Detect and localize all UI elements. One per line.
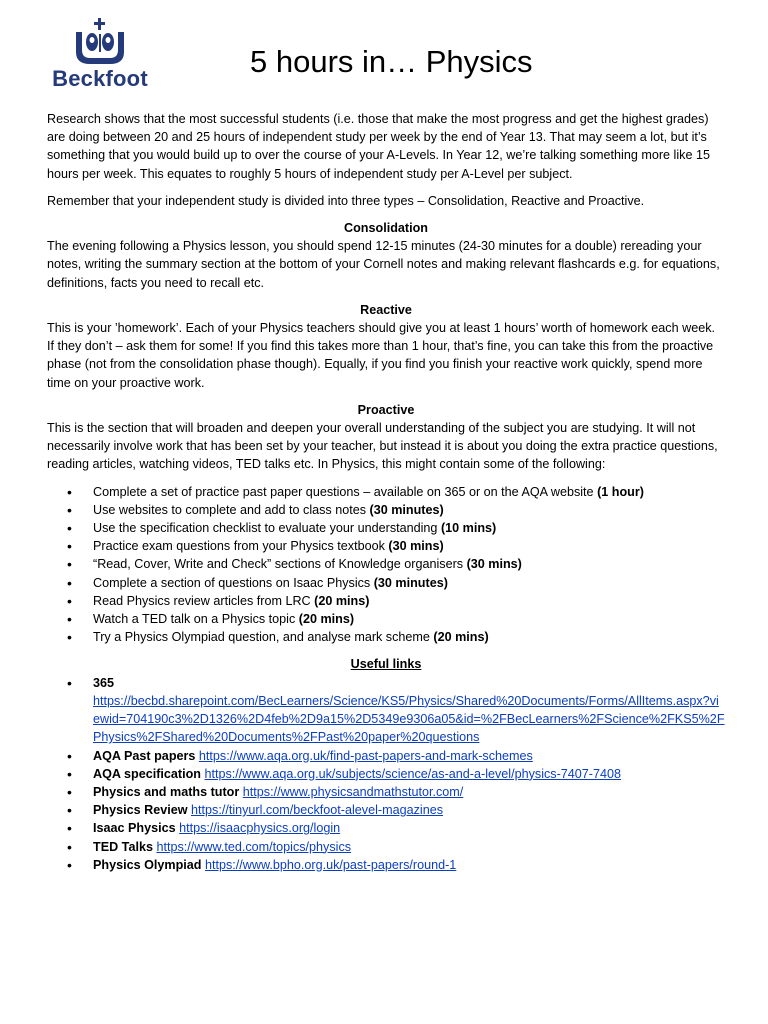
list-item: • Complete a section of questions on Isaac Physics (30 minutes) [47, 574, 725, 592]
link-label: TED Talks [93, 839, 153, 854]
link-item-physics-review [47, 801, 725, 819]
link-label: Physics and maths tutor [93, 784, 240, 799]
link-aqa-specification[interactable]: https://www.aqa.org.uk/subjects/science/as-and-a-level/physics-7407-7408 [204, 766, 622, 781]
list-item: • Practice exam questions from your Physics textbook (30 mins) [47, 537, 725, 555]
useful-links-heading: Useful links [350, 657, 422, 672]
logo-text: Beckfoot [52, 66, 148, 91]
section-heading-consolidation: Consolidation [344, 221, 428, 236]
list-item: • “Read, Cover, Write and Check” sections of Knowledge organisers (30 mins) [47, 555, 725, 573]
link-label: Isaac Physics [93, 821, 176, 836]
list-item: • Complete a set of practice past paper questions – available on 365 or on the AQA website (1 hour) [47, 483, 725, 501]
intro-paragraph: Remember that your independent study is divided into three types – Consolidation, Reactive and Proactive. [47, 193, 645, 208]
link-physics-olympiad[interactable]: https://www.bpho.org.uk/past-papers/round-1 [205, 857, 457, 872]
section-text-reactive: This is your ’homework’. Each of your Physics teachers should give you at least 1 hours’ worth of homework each week. If they don’t – ask them for some! If you find this takes more than 1 hour, that’s fine, you can take this from the proactive phase (not from the consolidation phase though). Equally, if you find you finish your reactive work quickly, spend more time on your proactive work. [47, 321, 716, 390]
link-label: AQA Past papers [93, 748, 196, 763]
beckfoot-crest-icon [70, 16, 130, 66]
list-item: • Watch a TED talk on a Physics topic (20 mins) [47, 610, 725, 628]
section-text-proactive: This is the section that will broaden and deepen your overall understanding of the subject you are studying. It will not necessarily involve work that has been set by your teacher, but instead it is about you doing the extra practice questions, reading articles, watching videos, TED talks etc. In Physics, this might contain some of the following: [47, 421, 718, 472]
link-item-aqa-past-papers [47, 747, 725, 765]
intro-paragraph: Research shows that the most successful students (i.e. those that make the most progress and get the highest grades) are doing between 20 and 25 hours of independent study per week by the end of Year 13. That may seem a lot, but it’s something that you would build up to over the course of your A-Levels. In Year 12, we’re talking something more like 15 hours per week. This equates to roughly 5 hours of independent study per A-Level per subject. [47, 112, 710, 181]
section-text-consolidation: The evening following a Physics lesson, you should spend 12-15 minutes (24-30 minutes for a double) rereading your notes, writing the summary section at the bottom of your Cornell notes and making relevant flashcards e.g. for equations, definitions, facts you need to recall etc. [47, 239, 720, 290]
link-aqa-past-papers[interactable]: https://www.aqa.org.uk/find-past-papers-and-mark-schemes [198, 748, 533, 763]
link-item-physics-maths-tutor [47, 783, 725, 801]
link-label: Physics Olympiad [93, 857, 202, 872]
list-item: • Use websites to complete and add to class notes (30 minutes) [47, 501, 725, 519]
link-label: 365 [93, 675, 115, 690]
useful-links-list [47, 674, 725, 874]
list-item: • Read Physics review articles from LRC (20 mins) [47, 592, 725, 610]
link-item-physics-olympiad [47, 856, 725, 874]
section-heading-reactive: Reactive [360, 302, 412, 317]
proactive-list [47, 483, 725, 647]
link-label: AQA specification [93, 766, 201, 781]
section-heading-proactive: Proactive [357, 402, 415, 417]
document-body [47, 110, 725, 883]
link-physics-maths-tutor[interactable]: https://www.physicsandmathstutor.com/ [242, 784, 464, 799]
link-item-aqa-specification [47, 765, 725, 783]
link-label: Physics Review [93, 803, 188, 818]
link-ted-talks[interactable]: https://www.ted.com/topics/physics [156, 839, 352, 854]
link-isaac-physics[interactable]: https://isaacphysics.org/login [179, 821, 341, 836]
page-title: 5 hours in… Physics [250, 44, 533, 79]
list-item: • Try a Physics Olympiad question, and analyse mark scheme (20 mins) [47, 628, 725, 646]
list-item: • Use the specification checklist to evaluate your understanding (10 mins) [47, 519, 725, 537]
link-item-365 [47, 674, 725, 747]
link-physics-review[interactable]: https://tinyurl.com/beckfoot-alevel-magazines [191, 803, 444, 818]
link-365[interactable]: https://becbd.sharepoint.com/BecLearners/Science/KS5/Physics/Shared%20Documents/Forms/AllItems.aspx?viewid=704190c3%2D1326%2D4feb%2D9a15%2D5349e9306a05&id=%2FBecLearners%2FScience%2FKS5%2FPhysics%2FShared%20Documents%2FPast%20paper%20questions [93, 693, 725, 745]
link-item-ted-talks [47, 838, 725, 856]
beckfoot-logo [48, 16, 152, 92]
link-item-isaac-physics [47, 819, 725, 837]
